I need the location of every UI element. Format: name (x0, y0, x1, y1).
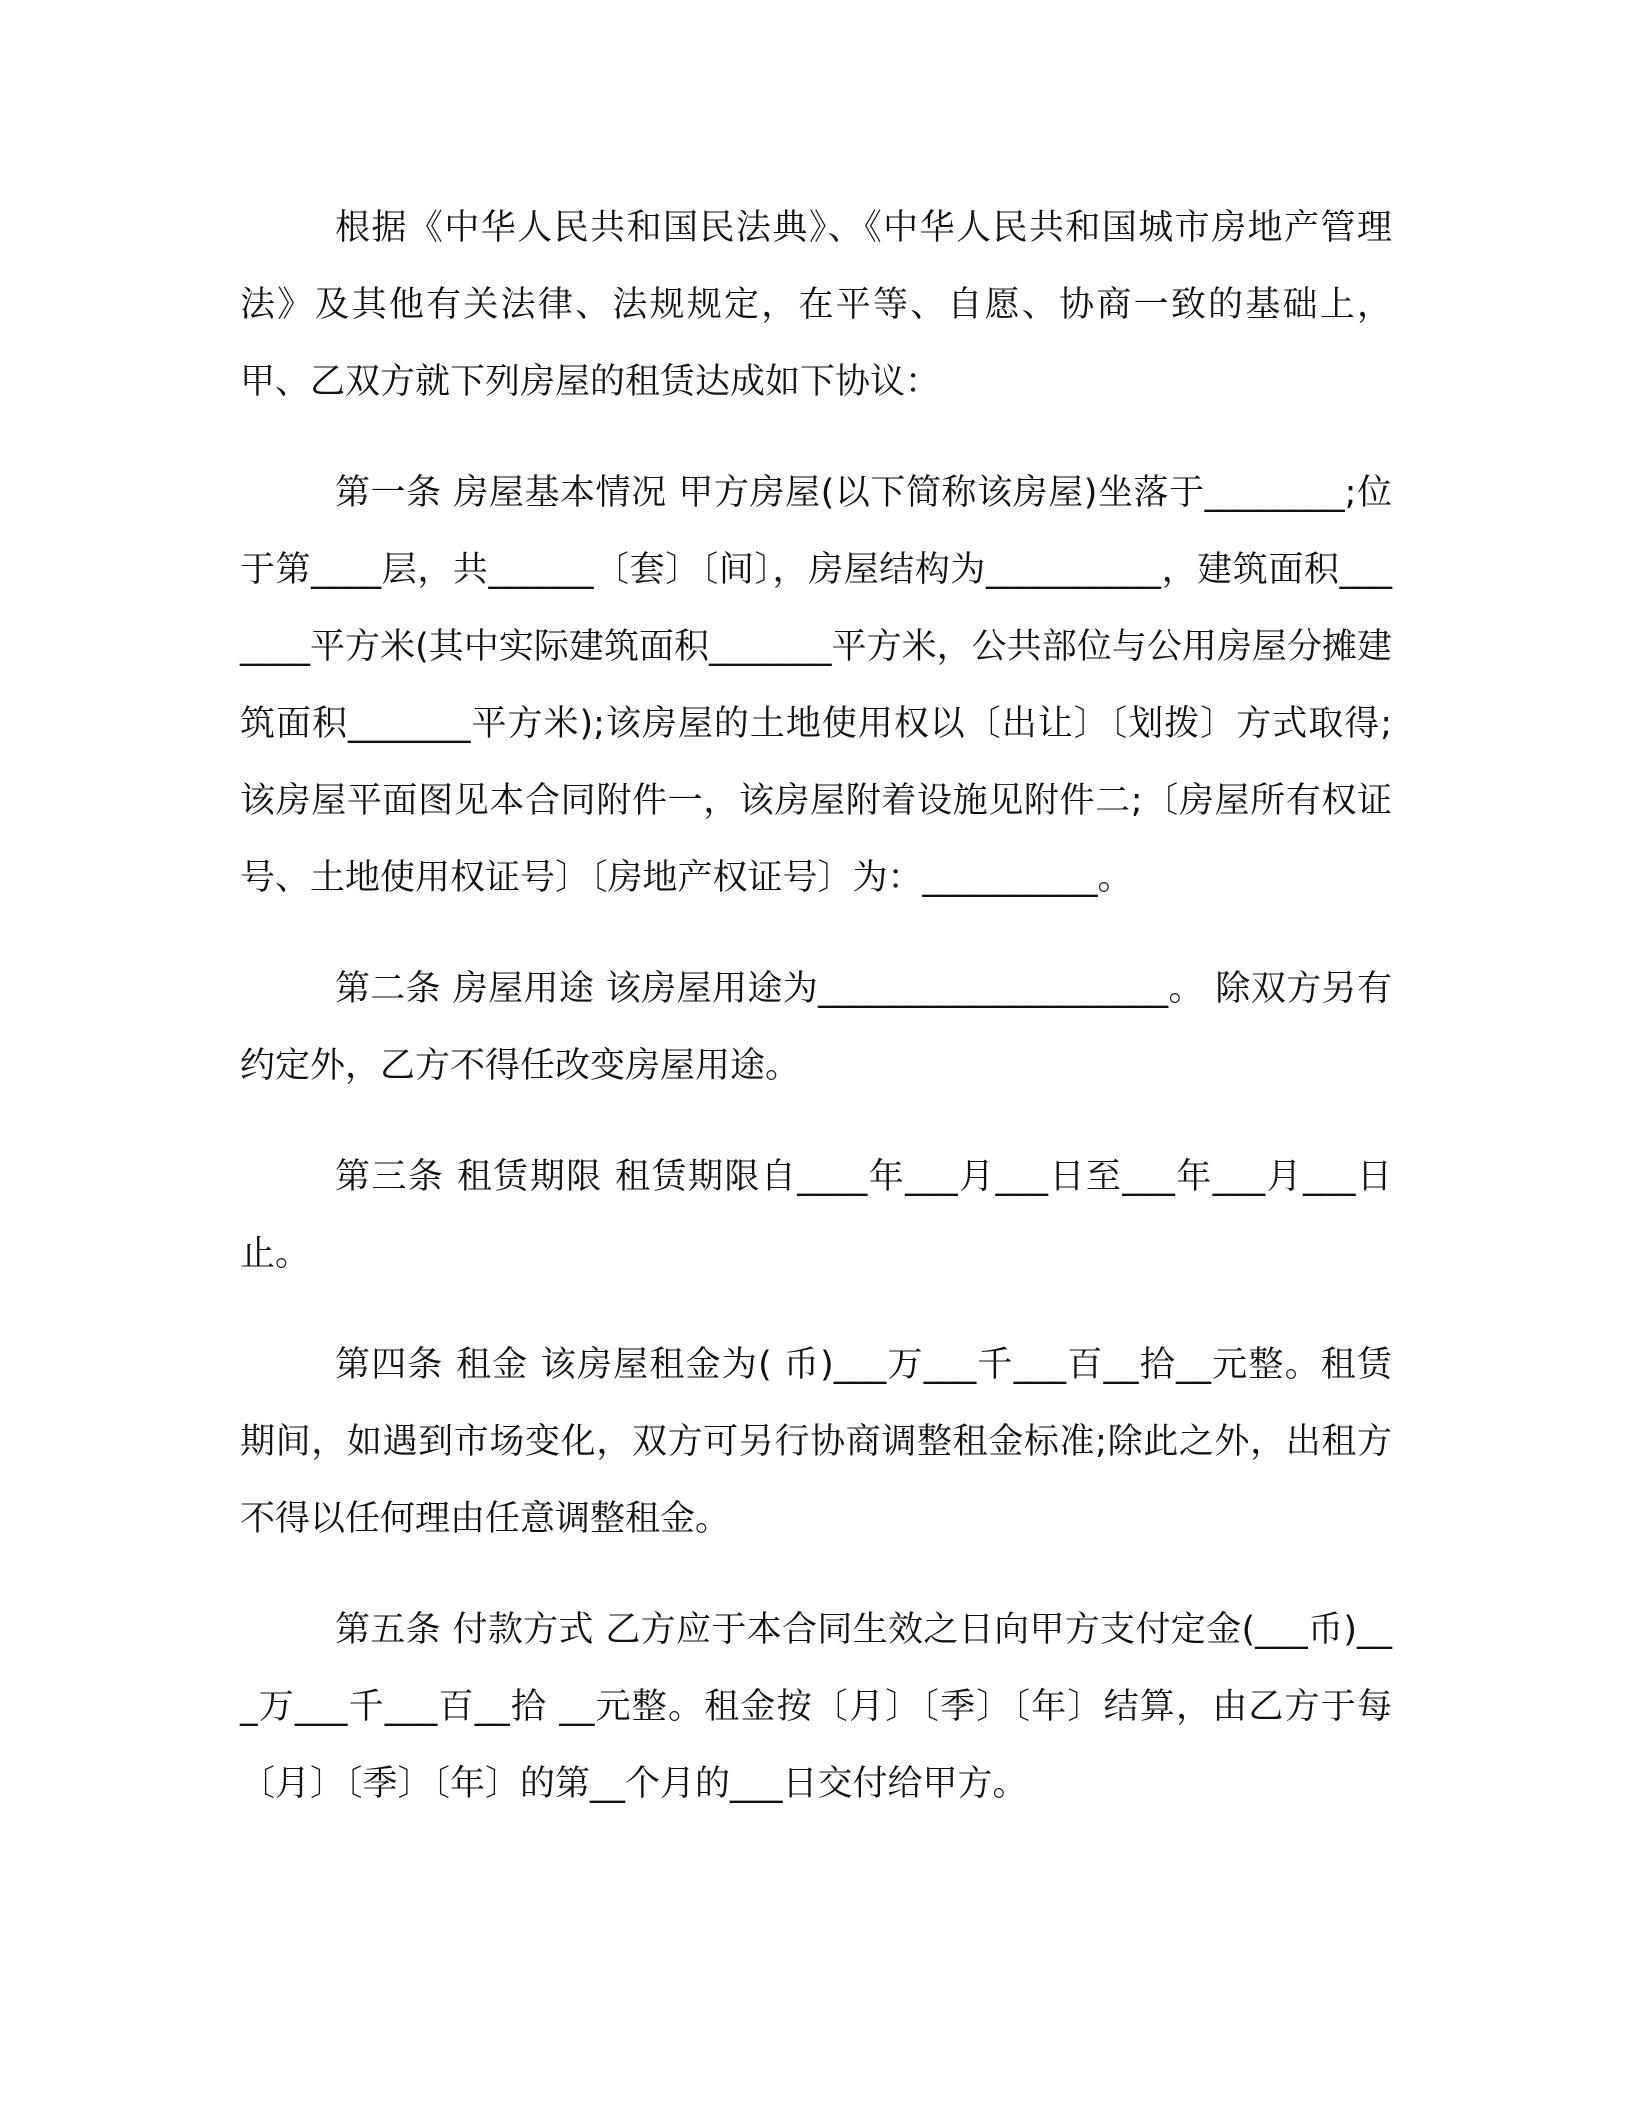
document-body (240, 190, 1392, 1857)
paragraph-article-1: 第一条 房屋基本情况 甲方房屋(以下简称该房屋)坐落于________;位于第____层，共______〔套〕〔间〕，房屋结构为__________，建筑面积_______平方米(其中实际建筑面积_______平方米，公共部位与公用房屋分摊建筑面积_______平方米);该房屋的土地使用权以〔出让〕〔划拨〕方式取得;该房屋平面图见本合同附件一，该房屋附着设施见附件二;〔房屋所有权证号、土地使用权证号〕〔房地产权证号〕为：__________。 (240, 473, 1392, 898)
paragraph-article-3: 第三条 租赁期限 租赁期限自____年___月___日至___年___月___日止。 (240, 1157, 1392, 1274)
paragraph-preamble: 根据《中华人民共和国民法典》、《中华人民共和国城市房地产管理法》及其他有关法律、法规规定，在平等、自愿、协商一致的基础上，甲、乙双方就下列房屋的租赁达成如下协议： (240, 208, 1392, 402)
paragraph-article-5: 第五条 付款方式 乙方应于本合同生效之日向甲方支付定金(___币)___万___千___百__拾 __元整。租金按〔月〕〔季〕〔年〕结算，由乙方于每〔月〕〔季〕〔年〕的第__个月的___日交付给甲方。 (240, 1610, 1392, 1804)
paragraph-article-4: 第四条 租金 该房屋租金为( 币)___万___千___百__拾__元整。租赁期间，如遇到市场变化，双方可另行协商调整租金标准;除此之外，出租方不得以任何理由任意调整租金。 (240, 1345, 1392, 1539)
paragraph-article-2: 第二条 房屋用途 该房屋用途为____________________。 除双方另有约定外，乙方不得任改变房屋用途。 (240, 969, 1392, 1086)
